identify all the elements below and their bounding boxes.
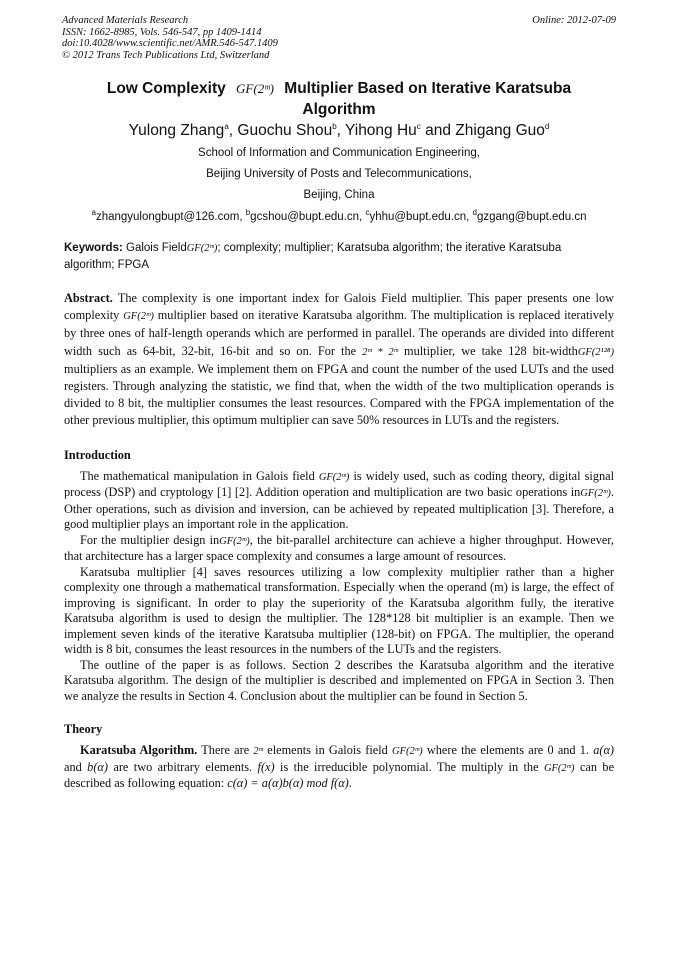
copyright-line: © 2012 Trans Tech Publications Ltd, Switzerland <box>62 49 270 61</box>
paragraph: Karatsuba multiplier [4] saves resources utilizing a low complexity multiplier rather than a higher complexity one through a mathematical transformation. Especially when the operand (m) is large, the effect of improving is significant. In order to play the superiority of the Karatsuba algorithm fully, the iterative Karatsuba algorithm is used to design the multiplier. The 128*128 bit multiplier is an example. Then we implement seven kinds of the iterative Karatsuba multiplier (128-bit) on FPGA. The multiplier, the operand width is 8 bit, consumes the least resources in the numbers of the LUTs and the registers. <box>64 564 614 657</box>
email-link[interactable]: $^a$zhangyulongbupt@126.com <box>91 208 240 223</box>
author: Yulong Zhang$^a$ <box>128 121 229 139</box>
journal-header <box>62 15 278 61</box>
email-link[interactable]: $^d$gzgang@bupt.edu.cn <box>472 208 587 223</box>
abstract: Abstract. The complexity is one important index for Galois Field multiplier. This paper presents one low complexity GF(2ᵐ) multiplier based on iterative Karatsuba algorithm. The multiplication is replaced iteratively by three ones of half-length operands which are performed in parallel. The operands are divided into different width such as 64-bit, 32-bit, 16-bit and so on. For the 2ᵐ * 2ᵐ multiplier, we take 128 bit-widthGF(2¹²⁸) multipliers as an example. We implement them on FPGA and count the number of the used LUTs and the used registers. Through analyzing the statistic, we find that, when the width of the two multiplication operands is divided to 8 bit, the multiplier consumes the least resources. Compared with the FPGA implementation of the other previous multiplier, this optimum multiplier can save 50% resources in LUTs and the registers. <box>64 291 614 428</box>
section-heading-theory: Theory <box>64 722 103 737</box>
subsection-label: Karatsuba Algorithm. <box>80 743 198 758</box>
paragraph: For the multiplier design inGF(2ᵐ), the bit-parallel architecture can achieve a higher throughput. However, that architecture has a larger space complexity and consumes a large amount of resources. <box>64 532 614 564</box>
paper-title: Low Complexity GF(2ᵐ) Multiplier Based on Iterative Karatsuba Algorithm <box>106 80 572 118</box>
title-gf: GF(2ᵐ) <box>236 81 274 96</box>
keywords-label: Keywords: <box>64 242 123 254</box>
email-link[interactable]: $^c$yhhu@bupt.edu.cn <box>365 208 467 223</box>
paper-body <box>64 78 614 792</box>
author: Guochu Shou$^b$ <box>237 121 337 139</box>
journal-name: Advanced Materials Research <box>62 15 189 26</box>
section-heading-introduction: Introduction <box>64 447 131 462</box>
author: Zhigang Guo$^d$ <box>455 121 550 139</box>
issn-line: ISSN: 1662-8985, Vols. 546-547, pp 1409-1414 <box>62 26 262 38</box>
author: Yihong Hu$^c$ <box>344 121 421 139</box>
author-list: Yulong Zhang$^a$, Guochu Shou$^b$, Yihong Hu$^c$ and Zhigang Guo$^d$ <box>128 121 550 139</box>
paragraph: The mathematical manipulation in Galois field GF(2ᵐ) is widely used, such as coding theory, digital signal process (DSP) and cryptology [1] [2]. Addition operation and multiplication are two basic operations inGF(2ᵐ). Other operations, such as division and inversion, can be achieved by repeated multiplication [3]. Therefore, a good multiplier plays an important role in the application. <box>64 468 614 532</box>
email-list: $^a$zhangyulongbupt@126.com, $^b$gcshou@bupt.edu.cn, $^c$yhhu@bupt.edu.cn, $^d$gzgang@bupt.edu.cn <box>91 208 587 223</box>
paragraph: The outline of the paper is as follows. Section 2 describes the Karatsuba algorithm and the iterative Karatsuba algorithm. The design of the multiplier is described and implemented on FPGA in Section 3. Then we analyze the results in Section 4. Conclusion about the multiplier can be found in Section 5. <box>64 657 614 703</box>
doi-line[interactable]: doi:10.4028/www.scientific.net/AMR.546-547.1409 <box>62 38 278 49</box>
online-date: Online: 2012-07-09 <box>532 15 616 26</box>
equation: c(α) = a(α)b(α) mod f(α) <box>227 776 349 791</box>
email-link[interactable]: $^b$gcshou@bupt.edu.cn <box>245 208 360 223</box>
paragraph: Karatsuba Algorithm. There are 2ᵐ elements in Galois field GF(2ᵐ) where the elements are 0 and 1. a(α) and b(α) are two arbitrary elements. f(x) is the irreducible polynomial. The multiply in the GF(2ᵐ) can be described as following equation: c(α) = a(α)b(α) mod f(α). <box>64 743 615 791</box>
affiliation: School of Information and Communication Engineering, Beijing University of Posts and Telecommunications, Beijing, China <box>198 147 480 201</box>
keywords: Keywords: Galois FieldGF(2ᵐ); complexity; multiplier; Karatsuba algorithm; the iterative Karatsuba algorithm; FPGA <box>64 242 562 271</box>
abstract-label: Abstract. <box>64 291 113 305</box>
